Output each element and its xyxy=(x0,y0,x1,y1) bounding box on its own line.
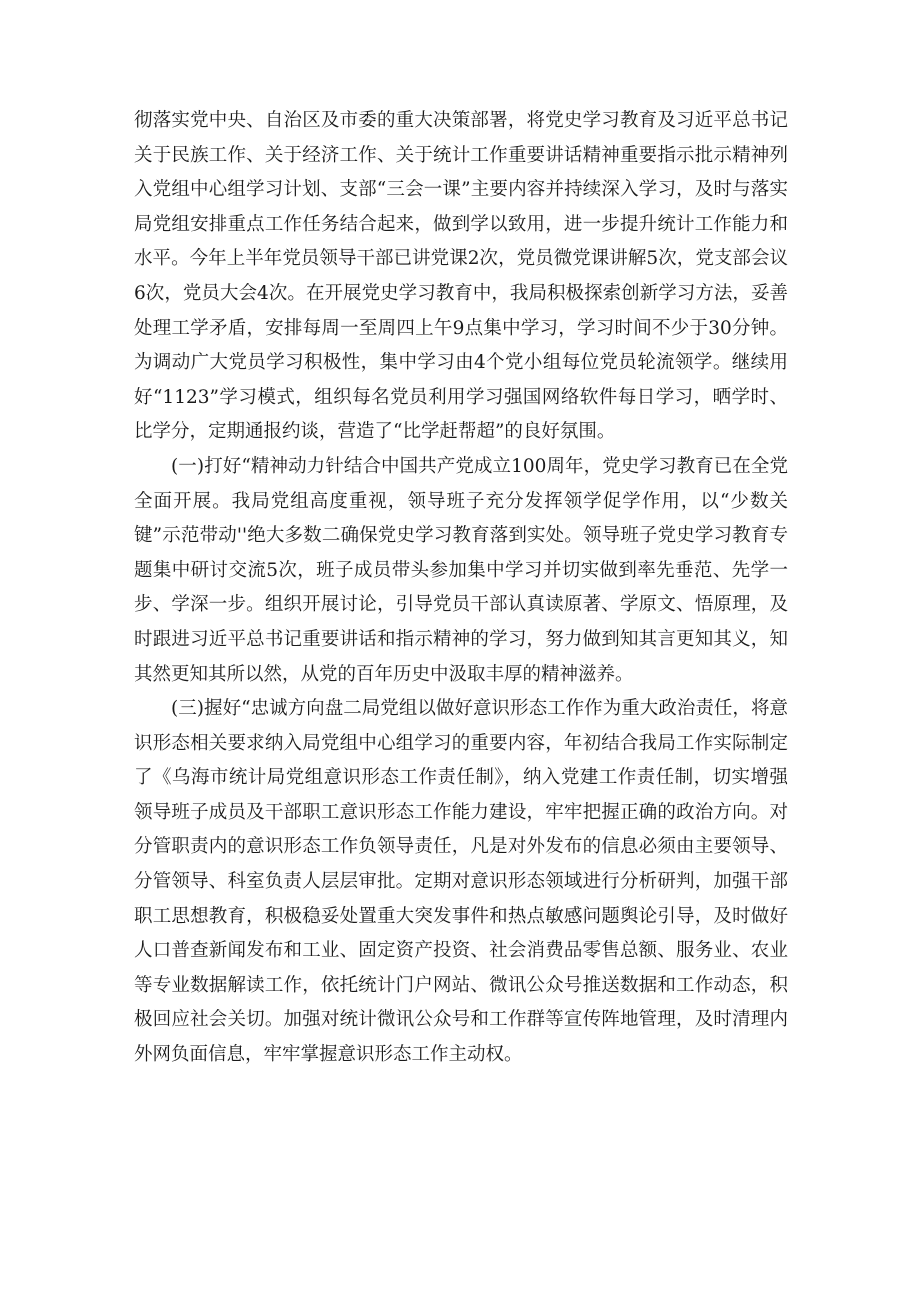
document-body xyxy=(134,104,788,1073)
paragraph-continuation: 彻落实党中央、自治区及市委的重大决策部署，将党史学习教育及习近平总书记关于民族工作、关于经济工作、关于统计工作重要讲话精神重要指示批示精神列入党组中心组学习计划、支部“三会一课”主要内容并持续深入学习，及时与落实局党组安排重点工作任务结合起来，做到学以致用，进一步提升统计工作能力和水平。今年上半年党员领导干部已讲党课2次，党员微党课讲解5次，党支部会议6次，党员大会4次。在开展党史学习教育中，我局积极探索创新学习方法，妥善处理工学矛盾，安排每周一至周四上午9点集中学习，学习时间不少于30分钟。为调动广大党员学习积极性，集中学习由4个党小组每位党员轮流领学。继续用好“1123”学习模式，组织每名党员利用学习强国网络软件每日学习，晒学时、比学分，定期通报约谈，营造了“比学赶帮超”的良好氛围。 xyxy=(134,110,788,443)
paragraph-section-one: (一)打好“精神动力针结合中国共产党成立100周年，党史学习教育已在全党全面开展。我局党组高度重视，领导班子充分发挥领学促学作用，以“少数关键”示范带动''绝大多数二确保党史学习教育落到实处。领导班子党史学习教育专题集中研讨交流5次，班子成员带头参加集中学习并切实做到率先垂范、先学一步、学深一步。组织开展讨论，引导党员干部认真读原著、学原文、悟原理，及时跟进习近平总书记重要讲话和指示精神的学习，努力做到知其言更知其义，知其然更知其所以然，从党的百年历史中汲取丰厚的精神滋养。 xyxy=(134,455,788,685)
paragraph-section-three: (三)握好“忠诚方向盘二局党组以做好意识形态工作作为重大政治责任，将意识形态相关要求纳入局党组中心组学习的重要内容，年初结合我局工作实际制定了《乌海市统计局党组意识形态工作责任制》，纳入党建工作责任制，切实增强领导班子成员及干部职工意识形态工作能力建设，牢牢把握正确的政治方向。对分管职责内的意识形态工作负领导责任，凡是对外发布的信息必须由主要领导、分管领导、科室负责人层层审批。定期对意识形态领域进行分析研判，加强干部职工思想教育，积极稳妥处置重大突发事件和热点敏感问题舆论引导，及时做好人口普查新闻发布和工业、固定资产投资、社会消费品零售总额、服务业、农业等专业数据解读工作，依托统计门户网站、微讯公众号推送数据和工作动态，积极回应社会关切。加强对统计微讯公众号和工作群等宣传阵地管理，及时清理内外网负面信息，牢牢掌握意识形态工作主动权。 xyxy=(134,698,788,1066)
